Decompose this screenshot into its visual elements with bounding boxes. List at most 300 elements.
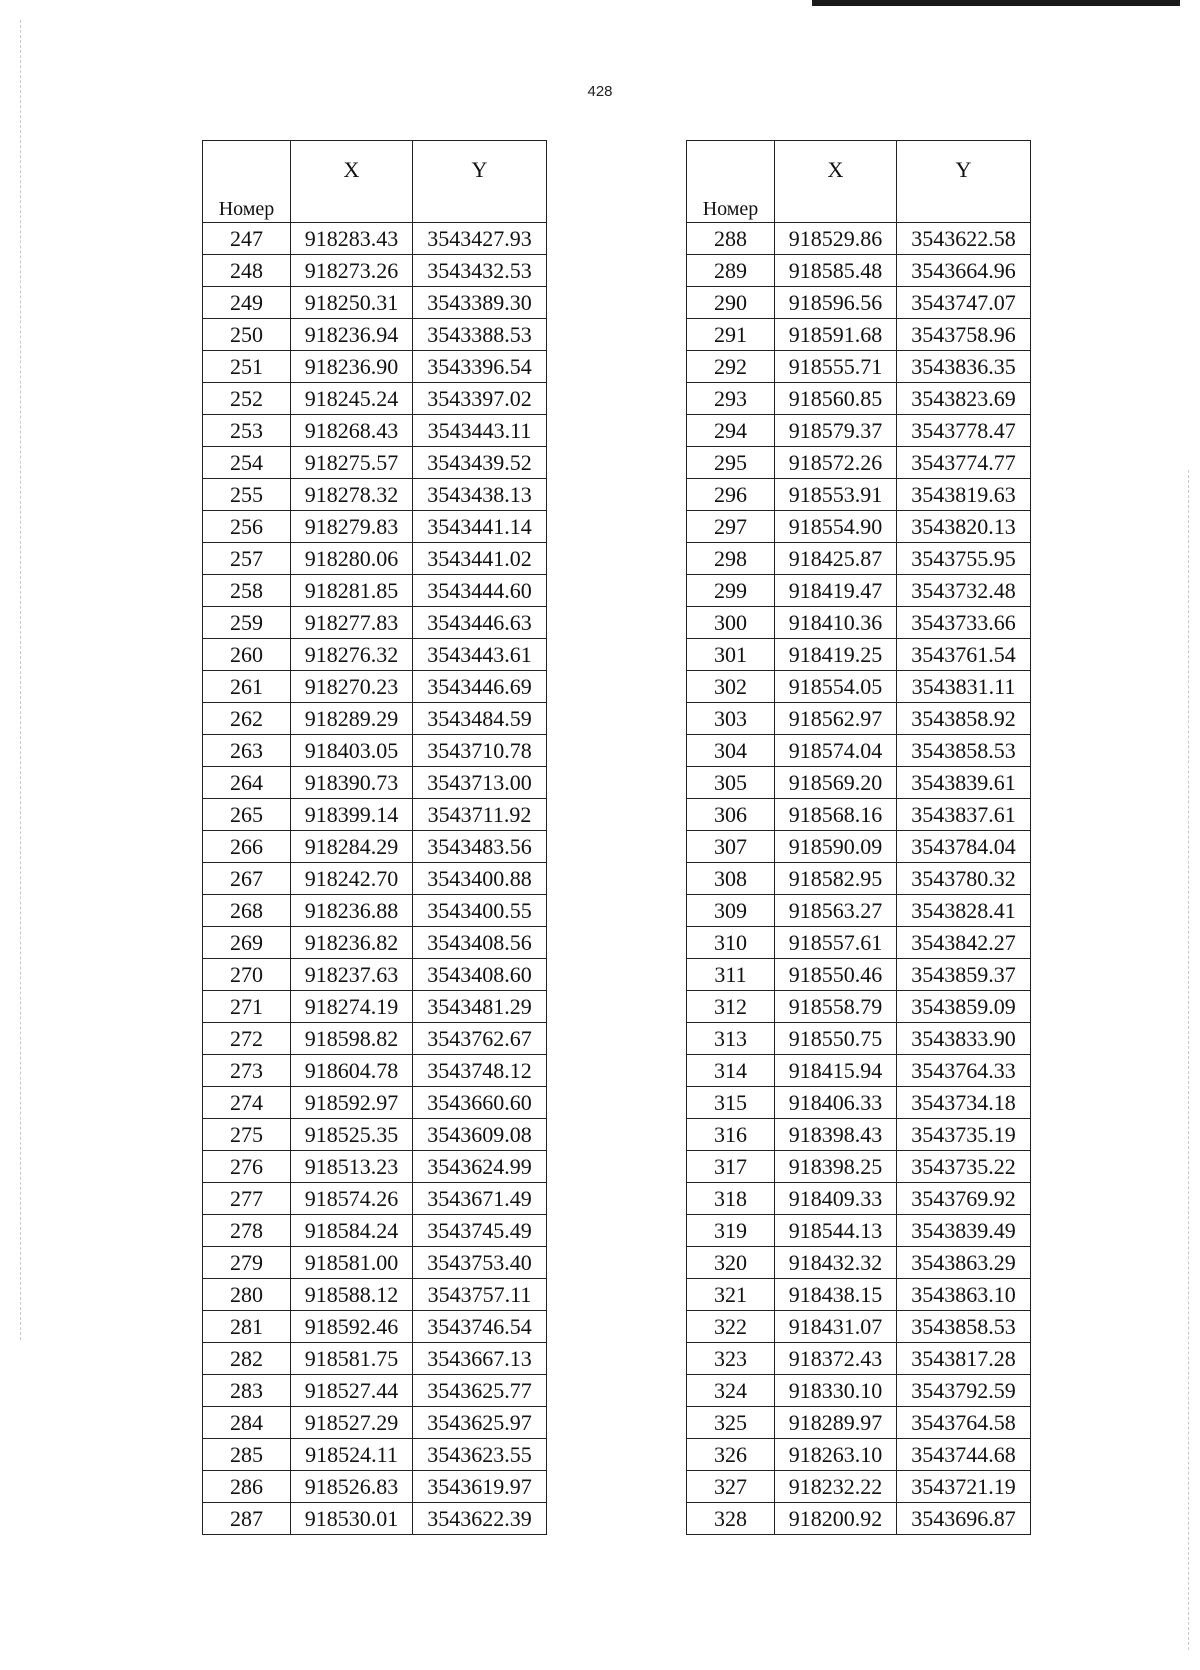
point-number-cell: 301 bbox=[687, 639, 775, 671]
table-row bbox=[203, 1183, 547, 1215]
point-number-cell: 323 bbox=[687, 1343, 775, 1375]
table-row bbox=[687, 223, 1031, 255]
table-row bbox=[687, 1023, 1031, 1055]
point-number-cell: 273 bbox=[203, 1055, 291, 1087]
table-row bbox=[687, 671, 1031, 703]
point-number-cell: 258 bbox=[203, 575, 291, 607]
point-number-cell: 326 bbox=[687, 1439, 775, 1471]
table-row bbox=[203, 927, 547, 959]
x-coordinate-cell: 918409.33 bbox=[775, 1183, 897, 1215]
table-row bbox=[203, 799, 547, 831]
point-number-cell: 325 bbox=[687, 1407, 775, 1439]
y-coordinate-cell: 3543745.49 bbox=[413, 1215, 547, 1247]
x-coordinate-cell: 918419.47 bbox=[775, 575, 897, 607]
y-coordinate-cell: 3543400.88 bbox=[413, 863, 547, 895]
y-coordinate-cell: 3543396.54 bbox=[413, 351, 547, 383]
point-number-cell: 321 bbox=[687, 1279, 775, 1311]
x-coordinate-cell: 918557.61 bbox=[775, 927, 897, 959]
table-row bbox=[687, 415, 1031, 447]
column-header-x: X bbox=[291, 141, 413, 223]
table-row bbox=[687, 1279, 1031, 1311]
table-row bbox=[687, 1343, 1031, 1375]
y-coordinate-cell: 3543784.04 bbox=[897, 831, 1031, 863]
table-row bbox=[203, 1119, 547, 1151]
point-number-cell: 328 bbox=[687, 1503, 775, 1535]
y-coordinate-cell: 3543609.08 bbox=[413, 1119, 547, 1151]
point-number-cell: 293 bbox=[687, 383, 775, 415]
x-coordinate-cell: 918268.43 bbox=[291, 415, 413, 447]
x-coordinate-cell: 918554.05 bbox=[775, 671, 897, 703]
x-coordinate-cell: 918544.13 bbox=[775, 1215, 897, 1247]
column-header-number: Номер bbox=[687, 141, 775, 223]
x-coordinate-cell: 918527.29 bbox=[291, 1407, 413, 1439]
y-coordinate-cell: 3543837.61 bbox=[897, 799, 1031, 831]
table-row bbox=[687, 1311, 1031, 1343]
table-row bbox=[203, 1055, 547, 1087]
table-row bbox=[203, 447, 547, 479]
table-row bbox=[203, 1407, 547, 1439]
point-number-cell: 296 bbox=[687, 479, 775, 511]
table-row bbox=[203, 831, 547, 863]
y-coordinate-cell: 3543622.39 bbox=[413, 1503, 547, 1535]
table-row bbox=[203, 319, 547, 351]
x-coordinate-cell: 918289.29 bbox=[291, 703, 413, 735]
x-coordinate-cell: 918529.86 bbox=[775, 223, 897, 255]
x-coordinate-cell: 918569.20 bbox=[775, 767, 897, 799]
x-coordinate-cell: 918280.06 bbox=[291, 543, 413, 575]
point-number-cell: 306 bbox=[687, 799, 775, 831]
x-coordinate-cell: 918572.26 bbox=[775, 447, 897, 479]
table-row bbox=[687, 1407, 1031, 1439]
x-coordinate-cell: 918574.26 bbox=[291, 1183, 413, 1215]
table-row bbox=[687, 1183, 1031, 1215]
x-coordinate-cell: 918525.35 bbox=[291, 1119, 413, 1151]
point-number-cell: 267 bbox=[203, 863, 291, 895]
point-number-cell: 248 bbox=[203, 255, 291, 287]
x-coordinate-cell: 918419.25 bbox=[775, 639, 897, 671]
y-coordinate-cell: 3543863.10 bbox=[897, 1279, 1031, 1311]
y-coordinate-cell: 3543443.61 bbox=[413, 639, 547, 671]
x-coordinate-cell: 918513.23 bbox=[291, 1151, 413, 1183]
y-coordinate-cell: 3543831.11 bbox=[897, 671, 1031, 703]
y-coordinate-cell: 3543710.78 bbox=[413, 735, 547, 767]
point-number-cell: 318 bbox=[687, 1183, 775, 1215]
y-coordinate-cell: 3543713.00 bbox=[413, 767, 547, 799]
x-coordinate-cell: 918398.25 bbox=[775, 1151, 897, 1183]
y-coordinate-cell: 3543408.56 bbox=[413, 927, 547, 959]
y-coordinate-cell: 3543483.56 bbox=[413, 831, 547, 863]
table-row bbox=[687, 255, 1031, 287]
x-coordinate-cell: 918390.73 bbox=[291, 767, 413, 799]
table-header-row bbox=[687, 141, 1031, 223]
x-coordinate-cell: 918592.46 bbox=[291, 1311, 413, 1343]
point-number-cell: 266 bbox=[203, 831, 291, 863]
x-coordinate-cell: 918555.71 bbox=[775, 351, 897, 383]
y-coordinate-cell: 3543764.33 bbox=[897, 1055, 1031, 1087]
table-row bbox=[687, 927, 1031, 959]
scan-edge-left bbox=[20, 20, 22, 1340]
x-coordinate-cell: 918236.88 bbox=[291, 895, 413, 927]
x-coordinate-cell: 918574.04 bbox=[775, 735, 897, 767]
point-number-cell: 260 bbox=[203, 639, 291, 671]
table-row bbox=[203, 1343, 547, 1375]
point-number-cell: 277 bbox=[203, 1183, 291, 1215]
table-row bbox=[687, 543, 1031, 575]
table-row bbox=[687, 1151, 1031, 1183]
point-number-cell: 286 bbox=[203, 1471, 291, 1503]
point-number-cell: 285 bbox=[203, 1439, 291, 1471]
table-body-left bbox=[203, 223, 547, 1535]
point-number-cell: 319 bbox=[687, 1215, 775, 1247]
table-row bbox=[687, 447, 1031, 479]
y-coordinate-cell: 3543761.54 bbox=[897, 639, 1031, 671]
table-row bbox=[687, 639, 1031, 671]
point-number-cell: 262 bbox=[203, 703, 291, 735]
x-coordinate-cell: 918330.10 bbox=[775, 1375, 897, 1407]
y-coordinate-cell: 3543774.77 bbox=[897, 447, 1031, 479]
point-number-cell: 281 bbox=[203, 1311, 291, 1343]
table-row bbox=[203, 1023, 547, 1055]
y-coordinate-cell: 3543859.09 bbox=[897, 991, 1031, 1023]
table-row bbox=[203, 1375, 547, 1407]
table-row bbox=[687, 1119, 1031, 1151]
point-number-cell: 312 bbox=[687, 991, 775, 1023]
y-coordinate-cell: 3543446.63 bbox=[413, 607, 547, 639]
x-coordinate-cell: 918563.27 bbox=[775, 895, 897, 927]
y-coordinate-cell: 3543819.63 bbox=[897, 479, 1031, 511]
y-coordinate-cell: 3543721.19 bbox=[897, 1471, 1031, 1503]
point-number-cell: 320 bbox=[687, 1247, 775, 1279]
x-coordinate-cell: 918558.79 bbox=[775, 991, 897, 1023]
point-number-cell: 309 bbox=[687, 895, 775, 927]
column-header-y: Y bbox=[413, 141, 547, 223]
table-row bbox=[687, 351, 1031, 383]
x-coordinate-cell: 918245.24 bbox=[291, 383, 413, 415]
y-coordinate-cell: 3543859.37 bbox=[897, 959, 1031, 991]
y-coordinate-cell: 3543427.93 bbox=[413, 223, 547, 255]
table-row bbox=[687, 1439, 1031, 1471]
y-coordinate-cell: 3543753.40 bbox=[413, 1247, 547, 1279]
table-row bbox=[203, 1087, 547, 1119]
table-row bbox=[687, 1087, 1031, 1119]
y-coordinate-cell: 3543711.92 bbox=[413, 799, 547, 831]
table-row bbox=[203, 255, 547, 287]
y-coordinate-cell: 3543432.53 bbox=[413, 255, 547, 287]
point-number-cell: 317 bbox=[687, 1151, 775, 1183]
point-number-cell: 278 bbox=[203, 1215, 291, 1247]
table-row bbox=[203, 671, 547, 703]
y-coordinate-cell: 3543758.96 bbox=[897, 319, 1031, 351]
x-coordinate-cell: 918560.85 bbox=[775, 383, 897, 415]
table-row bbox=[203, 287, 547, 319]
point-number-cell: 308 bbox=[687, 863, 775, 895]
table-row bbox=[687, 511, 1031, 543]
y-coordinate-cell: 3543780.32 bbox=[897, 863, 1031, 895]
x-coordinate-cell: 918438.15 bbox=[775, 1279, 897, 1311]
table-row bbox=[203, 383, 547, 415]
point-number-cell: 315 bbox=[687, 1087, 775, 1119]
table-row bbox=[203, 1279, 547, 1311]
y-coordinate-cell: 3543762.67 bbox=[413, 1023, 547, 1055]
point-number-cell: 265 bbox=[203, 799, 291, 831]
y-coordinate-cell: 3543408.60 bbox=[413, 959, 547, 991]
y-coordinate-cell: 3543839.49 bbox=[897, 1215, 1031, 1247]
point-number-cell: 254 bbox=[203, 447, 291, 479]
y-coordinate-cell: 3543820.13 bbox=[897, 511, 1031, 543]
table-row bbox=[687, 479, 1031, 511]
table-row bbox=[687, 1055, 1031, 1087]
table-body-right bbox=[687, 223, 1031, 1535]
point-number-cell: 310 bbox=[687, 927, 775, 959]
x-coordinate-cell: 918598.82 bbox=[291, 1023, 413, 1055]
point-number-cell: 290 bbox=[687, 287, 775, 319]
x-coordinate-cell: 918431.07 bbox=[775, 1311, 897, 1343]
table-row bbox=[203, 1311, 547, 1343]
x-coordinate-cell: 918277.83 bbox=[291, 607, 413, 639]
table-row bbox=[203, 607, 547, 639]
y-coordinate-cell: 3543400.55 bbox=[413, 895, 547, 927]
x-coordinate-cell: 918568.16 bbox=[775, 799, 897, 831]
table-row bbox=[203, 1247, 547, 1279]
x-coordinate-cell: 918250.31 bbox=[291, 287, 413, 319]
y-coordinate-cell: 3543388.53 bbox=[413, 319, 547, 351]
point-number-cell: 288 bbox=[687, 223, 775, 255]
y-coordinate-cell: 3543778.47 bbox=[897, 415, 1031, 447]
table-row bbox=[203, 1439, 547, 1471]
table-row bbox=[203, 1151, 547, 1183]
table-row bbox=[203, 543, 547, 575]
y-coordinate-cell: 3543732.48 bbox=[897, 575, 1031, 607]
point-number-cell: 298 bbox=[687, 543, 775, 575]
y-coordinate-cell: 3543858.53 bbox=[897, 735, 1031, 767]
y-coordinate-cell: 3543833.90 bbox=[897, 1023, 1031, 1055]
table-row bbox=[687, 383, 1031, 415]
table-row bbox=[687, 575, 1031, 607]
y-coordinate-cell: 3543622.58 bbox=[897, 223, 1031, 255]
point-number-cell: 327 bbox=[687, 1471, 775, 1503]
table-row bbox=[687, 1471, 1031, 1503]
y-coordinate-cell: 3543623.55 bbox=[413, 1439, 547, 1471]
point-number-cell: 276 bbox=[203, 1151, 291, 1183]
y-coordinate-cell: 3543671.49 bbox=[413, 1183, 547, 1215]
y-coordinate-cell: 3543481.29 bbox=[413, 991, 547, 1023]
y-coordinate-cell: 3543438.13 bbox=[413, 479, 547, 511]
x-coordinate-cell: 918585.48 bbox=[775, 255, 897, 287]
y-coordinate-cell: 3543757.11 bbox=[413, 1279, 547, 1311]
point-number-cell: 313 bbox=[687, 1023, 775, 1055]
y-coordinate-cell: 3543624.99 bbox=[413, 1151, 547, 1183]
x-coordinate-cell: 918596.56 bbox=[775, 287, 897, 319]
point-number-cell: 292 bbox=[687, 351, 775, 383]
header-rule bbox=[812, 0, 1180, 6]
x-coordinate-cell: 918425.87 bbox=[775, 543, 897, 575]
y-coordinate-cell: 3543817.28 bbox=[897, 1343, 1031, 1375]
table-row bbox=[203, 991, 547, 1023]
x-coordinate-cell: 918403.05 bbox=[291, 735, 413, 767]
x-coordinate-cell: 918279.83 bbox=[291, 511, 413, 543]
x-coordinate-cell: 918592.97 bbox=[291, 1087, 413, 1119]
y-coordinate-cell: 3543858.53 bbox=[897, 1311, 1031, 1343]
coordinates-table-left bbox=[202, 140, 547, 1535]
point-number-cell: 299 bbox=[687, 575, 775, 607]
x-coordinate-cell: 918236.94 bbox=[291, 319, 413, 351]
x-coordinate-cell: 918399.14 bbox=[291, 799, 413, 831]
y-coordinate-cell: 3543842.27 bbox=[897, 927, 1031, 959]
table-row bbox=[203, 1471, 547, 1503]
point-number-cell: 297 bbox=[687, 511, 775, 543]
point-number-cell: 247 bbox=[203, 223, 291, 255]
table-row bbox=[203, 511, 547, 543]
x-coordinate-cell: 918524.11 bbox=[291, 1439, 413, 1471]
point-number-cell: 316 bbox=[687, 1119, 775, 1151]
y-coordinate-cell: 3543619.97 bbox=[413, 1471, 547, 1503]
x-coordinate-cell: 918579.37 bbox=[775, 415, 897, 447]
x-coordinate-cell: 918270.23 bbox=[291, 671, 413, 703]
y-coordinate-cell: 3543764.58 bbox=[897, 1407, 1031, 1439]
y-coordinate-cell: 3543792.59 bbox=[897, 1375, 1031, 1407]
point-number-cell: 307 bbox=[687, 831, 775, 863]
table-row bbox=[203, 959, 547, 991]
table-row bbox=[687, 319, 1031, 351]
table-row bbox=[687, 1215, 1031, 1247]
table-row bbox=[687, 831, 1031, 863]
x-coordinate-cell: 918289.97 bbox=[775, 1407, 897, 1439]
point-number-cell: 255 bbox=[203, 479, 291, 511]
y-coordinate-cell: 3543734.18 bbox=[897, 1087, 1031, 1119]
page-number: 428 bbox=[587, 83, 613, 100]
table-row bbox=[203, 479, 547, 511]
point-number-cell: 305 bbox=[687, 767, 775, 799]
y-coordinate-cell: 3543735.19 bbox=[897, 1119, 1031, 1151]
x-coordinate-cell: 918582.95 bbox=[775, 863, 897, 895]
table-row bbox=[203, 1215, 547, 1247]
point-number-cell: 263 bbox=[203, 735, 291, 767]
x-coordinate-cell: 918550.75 bbox=[775, 1023, 897, 1055]
point-number-cell: 311 bbox=[687, 959, 775, 991]
x-coordinate-cell: 918604.78 bbox=[291, 1055, 413, 1087]
y-coordinate-cell: 3543863.29 bbox=[897, 1247, 1031, 1279]
point-number-cell: 280 bbox=[203, 1279, 291, 1311]
x-coordinate-cell: 918242.70 bbox=[291, 863, 413, 895]
x-coordinate-cell: 918553.91 bbox=[775, 479, 897, 511]
point-number-cell: 253 bbox=[203, 415, 291, 447]
y-coordinate-cell: 3543660.60 bbox=[413, 1087, 547, 1119]
y-coordinate-cell: 3543441.14 bbox=[413, 511, 547, 543]
x-coordinate-cell: 918232.22 bbox=[775, 1471, 897, 1503]
y-coordinate-cell: 3543667.13 bbox=[413, 1343, 547, 1375]
x-coordinate-cell: 918406.33 bbox=[775, 1087, 897, 1119]
table-row bbox=[203, 639, 547, 671]
table-row bbox=[687, 607, 1031, 639]
point-number-cell: 270 bbox=[203, 959, 291, 991]
point-number-cell: 274 bbox=[203, 1087, 291, 1119]
point-number-cell: 289 bbox=[687, 255, 775, 287]
x-coordinate-cell: 918527.44 bbox=[291, 1375, 413, 1407]
table-row bbox=[687, 735, 1031, 767]
table-row bbox=[203, 223, 547, 255]
y-coordinate-cell: 3543484.59 bbox=[413, 703, 547, 735]
y-coordinate-cell: 3543439.52 bbox=[413, 447, 547, 479]
y-coordinate-cell: 3543664.96 bbox=[897, 255, 1031, 287]
x-coordinate-cell: 918372.43 bbox=[775, 1343, 897, 1375]
x-coordinate-cell: 918550.46 bbox=[775, 959, 897, 991]
table-row bbox=[203, 703, 547, 735]
point-number-cell: 251 bbox=[203, 351, 291, 383]
x-coordinate-cell: 918200.92 bbox=[775, 1503, 897, 1535]
table-row bbox=[203, 863, 547, 895]
x-coordinate-cell: 918526.83 bbox=[291, 1471, 413, 1503]
y-coordinate-cell: 3543625.77 bbox=[413, 1375, 547, 1407]
table-row bbox=[687, 959, 1031, 991]
point-number-cell: 250 bbox=[203, 319, 291, 351]
point-number-cell: 275 bbox=[203, 1119, 291, 1151]
coordinates-table-right bbox=[686, 140, 1031, 1535]
y-coordinate-cell: 3543443.11 bbox=[413, 415, 547, 447]
x-coordinate-cell: 918263.10 bbox=[775, 1439, 897, 1471]
point-number-cell: 272 bbox=[203, 1023, 291, 1055]
x-coordinate-cell: 918562.97 bbox=[775, 703, 897, 735]
x-coordinate-cell: 918590.09 bbox=[775, 831, 897, 863]
x-coordinate-cell: 918284.29 bbox=[291, 831, 413, 863]
x-coordinate-cell: 918581.75 bbox=[291, 1343, 413, 1375]
point-number-cell: 304 bbox=[687, 735, 775, 767]
y-coordinate-cell: 3543389.30 bbox=[413, 287, 547, 319]
y-coordinate-cell: 3543733.66 bbox=[897, 607, 1031, 639]
x-coordinate-cell: 918581.00 bbox=[291, 1247, 413, 1279]
table-row bbox=[687, 287, 1031, 319]
x-coordinate-cell: 918591.68 bbox=[775, 319, 897, 351]
point-number-cell: 322 bbox=[687, 1311, 775, 1343]
x-coordinate-cell: 918281.85 bbox=[291, 575, 413, 607]
point-number-cell: 314 bbox=[687, 1055, 775, 1087]
y-coordinate-cell: 3543823.69 bbox=[897, 383, 1031, 415]
table-row bbox=[687, 991, 1031, 1023]
y-coordinate-cell: 3543747.07 bbox=[897, 287, 1031, 319]
x-coordinate-cell: 918276.32 bbox=[291, 639, 413, 671]
x-coordinate-cell: 918275.57 bbox=[291, 447, 413, 479]
table-row bbox=[687, 1247, 1031, 1279]
table-row bbox=[203, 575, 547, 607]
x-coordinate-cell: 918588.12 bbox=[291, 1279, 413, 1311]
point-number-cell: 264 bbox=[203, 767, 291, 799]
x-coordinate-cell: 918410.36 bbox=[775, 607, 897, 639]
table-row bbox=[203, 767, 547, 799]
point-number-cell: 249 bbox=[203, 287, 291, 319]
x-coordinate-cell: 918236.90 bbox=[291, 351, 413, 383]
table-row bbox=[687, 767, 1031, 799]
table-row bbox=[203, 415, 547, 447]
y-coordinate-cell: 3543696.87 bbox=[897, 1503, 1031, 1535]
table-header-row bbox=[203, 141, 547, 223]
point-number-cell: 261 bbox=[203, 671, 291, 703]
table-row bbox=[687, 1375, 1031, 1407]
point-number-cell: 269 bbox=[203, 927, 291, 959]
x-coordinate-cell: 918283.43 bbox=[291, 223, 413, 255]
point-number-cell: 295 bbox=[687, 447, 775, 479]
point-number-cell: 279 bbox=[203, 1247, 291, 1279]
table-row bbox=[203, 351, 547, 383]
table-row bbox=[203, 735, 547, 767]
y-coordinate-cell: 3543769.92 bbox=[897, 1183, 1031, 1215]
point-number-cell: 252 bbox=[203, 383, 291, 415]
point-number-cell: 256 bbox=[203, 511, 291, 543]
x-coordinate-cell: 918237.63 bbox=[291, 959, 413, 991]
x-coordinate-cell: 918398.43 bbox=[775, 1119, 897, 1151]
x-coordinate-cell: 918236.82 bbox=[291, 927, 413, 959]
y-coordinate-cell: 3543755.95 bbox=[897, 543, 1031, 575]
column-header-number: Номер bbox=[203, 141, 291, 223]
table-row bbox=[687, 799, 1031, 831]
